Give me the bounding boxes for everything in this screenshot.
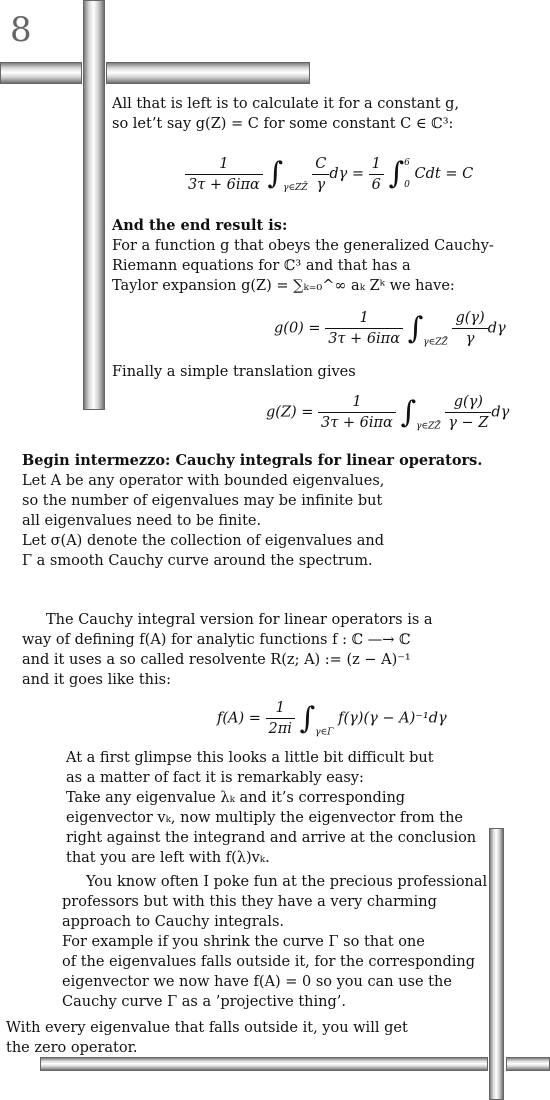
text-line: that you are left with f(λ)vₖ.	[66, 850, 270, 866]
text-line: Γ a smooth Cauchy curve around the spectrum.	[22, 553, 373, 569]
bottom-left-horizontal-bar	[40, 1057, 488, 1071]
text-line: right against the integrand and arrive at the conclusion	[66, 830, 477, 846]
equation-1: $\frac{1}{\text{3τ + 6iπα}}$ $\int_{\gamma\in ZZ̄}$ $\frac{C}{\gamma}$ dγ = $\frac{1}{6}$ ∫ 6 0 Cdt = C	[185, 152, 473, 198]
text-line: the zero operator.	[6, 1040, 138, 1056]
text-line: Let A be any operator with bounded eigenvalues,	[22, 473, 385, 489]
equation-2: g(0) = $\frac{1}{\text{3τ + 6iπα}}$ $\int_{\gamma\in ZZ̄}$ $\frac{g(\gamma)}{\gamma}$ dγ	[274, 310, 506, 348]
bottom-vertical-bar	[489, 828, 504, 1100]
text-line: For a function g that obeys the generalized Cauchy-	[112, 238, 494, 254]
text-line: so let’t say g(Z) = C for some constant C ∈ ℂ³:	[112, 116, 454, 132]
text-line: eigenvector vₖ, now multiply the eigenvector from the	[66, 810, 464, 826]
text-line: so the number of eigenvalues may be infinite but	[22, 493, 383, 509]
top-left-horizontal-bar	[0, 62, 82, 84]
text-line: and it goes like this:	[22, 672, 171, 688]
text-line: All that is left is to calculate it for a constant g,	[112, 96, 460, 112]
text-line: as a matter of fact it is remarkably easy:	[66, 770, 364, 786]
text-line: The Cauchy integral version for linear operators is a	[46, 612, 433, 628]
text-line: At a first glimpse this looks a little bit difficult but	[66, 750, 434, 766]
page-number: 8	[10, 10, 32, 50]
text-line: Taylor expansion g(Z) = ∑ₖ₌₀^∞ aₖ Zᵏ we have:	[112, 278, 455, 294]
section-heading: And the end result is:	[112, 217, 288, 234]
equation-4: f(A) = $\frac{1}{2\pi i}$ $\int_{\gamma\in\Gamma}$ f(γ)(γ − A)⁻¹dγ	[217, 700, 447, 738]
text-line: of the eigenvalues falls outside it, for the corresponding	[62, 954, 476, 970]
top-right-horizontal-bar	[106, 62, 310, 84]
text-line: With every eigenvalue that falls outside it, you will get	[6, 1020, 408, 1036]
text-line: eigenvector we now have f(A) = 0 so you can use the	[62, 974, 452, 990]
text-line: Cauchy curve Γ as a ’projective thing’.	[62, 994, 346, 1010]
text-line: way of defining f(A) for analytic functions f : ℂ —→ ℂ	[22, 632, 411, 648]
equation-3: g(Z) = $\frac{1}{\text{3τ + 6iπα}}$ $\int_{\gamma\in ZZ̄}$ $\frac{g(\gamma)}{\gamma - Z}$ dγ	[266, 394, 510, 432]
text-line: Let σ(A) denote the collection of eigenvalues and	[22, 533, 385, 549]
text-line: and it uses a so called resolvente R(z; A) := (z − A)⁻¹	[22, 652, 411, 668]
text-line: Finally a simple translation gives	[112, 364, 356, 380]
intermezzo-heading: Begin intermezzo: Cauchy integrals for linear operators.	[22, 452, 483, 469]
text-line: Take any eigenvalue λₖ and it’s corresponding	[66, 790, 406, 806]
bottom-right-horizontal-bar	[506, 1057, 550, 1071]
top-vertical-bar	[83, 0, 105, 410]
text-line: You know often I poke fun at the precious professional	[86, 874, 488, 890]
text-line: Riemann equations for ℂ³ and that has a	[112, 258, 411, 274]
text-line: all eigenvalues need to be finite.	[22, 513, 262, 529]
text-line: approach to Cauchy integrals.	[62, 914, 285, 930]
text-line: professors but with this they have a very charming	[62, 894, 437, 910]
text-line: For example if you shrink the curve Γ so that one	[62, 934, 425, 950]
